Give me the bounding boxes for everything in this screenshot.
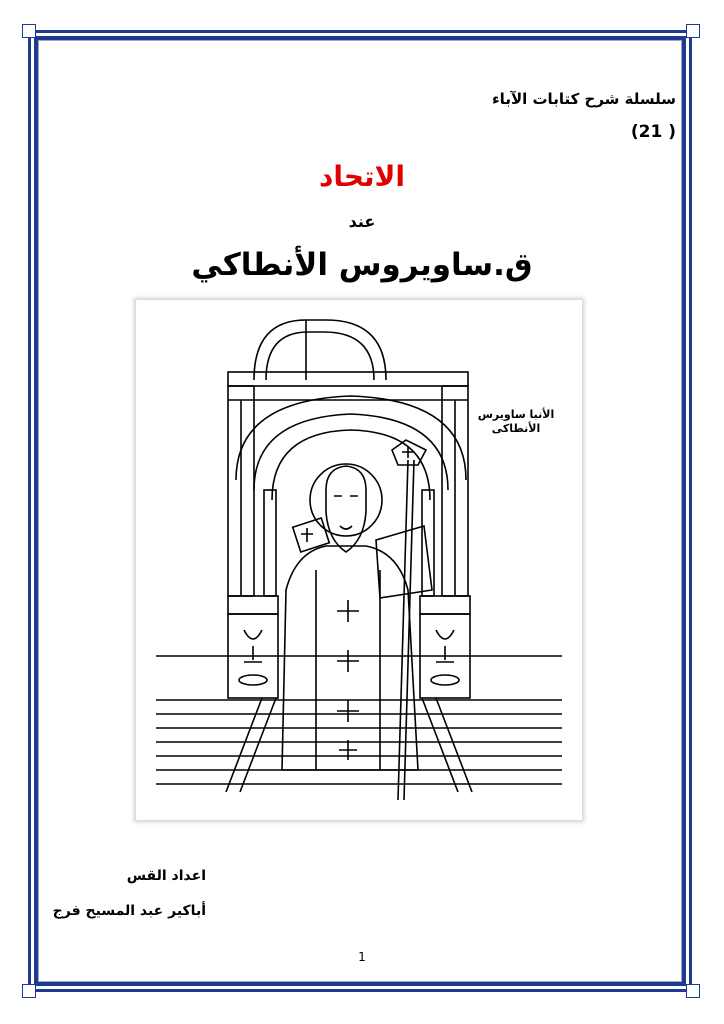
corner-ornament-bottom-right xyxy=(686,984,700,998)
series-title: سلسلة شرح كتابات الآباء xyxy=(492,90,676,108)
saint-line-drawing xyxy=(136,300,582,820)
caption-line-1: الأنبا ساويرس xyxy=(477,408,555,421)
saint-name: ق.ساويروس الأنطاكي xyxy=(191,247,533,283)
author-name: أباكير عبد المسيح فرج xyxy=(52,903,206,919)
page-number: 1 xyxy=(358,950,366,964)
corner-ornament-bottom-left xyxy=(22,984,36,998)
series-number: ( 21) xyxy=(630,122,676,142)
corner-ornament-top-left xyxy=(22,24,36,38)
caption-line-2: الأنطاكى xyxy=(491,422,541,435)
corner-ornament-top-right xyxy=(686,24,700,38)
document-title: الاتحاد xyxy=(318,160,406,193)
title-preposition: عند xyxy=(348,212,376,231)
illustration-caption xyxy=(466,408,566,436)
saint-illustration xyxy=(136,300,582,820)
prepared-by-label: اعداد القس xyxy=(126,868,206,884)
